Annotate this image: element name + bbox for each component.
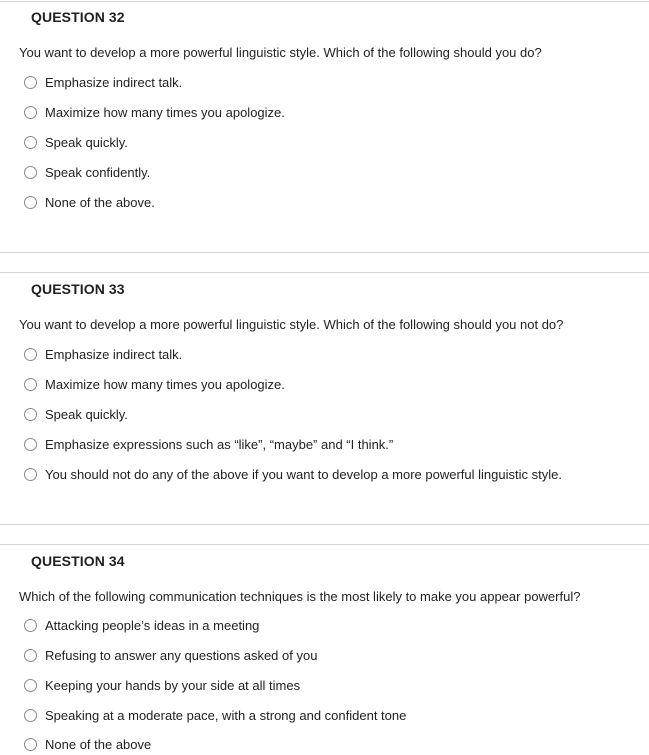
q32-option-5[interactable] <box>24 193 155 211</box>
radio-button[interactable] <box>24 438 37 451</box>
question-34-title: QUESTION 34 <box>31 553 125 569</box>
radio-button[interactable] <box>24 378 37 391</box>
option-label: None of the above <box>45 736 152 752</box>
radio-button[interactable] <box>24 166 37 179</box>
q33-option-3[interactable] <box>24 405 128 423</box>
q34-option-5[interactable] <box>24 735 151 753</box>
q34-option-3[interactable] <box>24 676 300 694</box>
option-label: Emphasize expressions such as “like”, “maybe” and “I think.” <box>45 436 394 452</box>
radio-button[interactable] <box>24 738 37 751</box>
divider <box>0 524 649 525</box>
option-label: Keeping your hands by your side at all times <box>45 677 301 693</box>
radio-button[interactable] <box>24 709 37 722</box>
question-32-title: QUESTION 32 <box>31 9 125 25</box>
radio-button[interactable] <box>24 649 37 662</box>
radio-button[interactable] <box>24 348 37 361</box>
divider <box>0 1 649 2</box>
q33-option-4[interactable] <box>24 435 393 453</box>
question-32-text: You want to develop a more powerful linguistic style. Which of the following should you do? <box>19 45 542 60</box>
q33-option-1[interactable] <box>24 345 182 363</box>
option-label: Speak confidently. <box>45 164 151 180</box>
option-label: You should not do any of the above if you want to develop a more powerful linguistic style. <box>45 466 562 482</box>
q34-option-4[interactable] <box>24 706 406 724</box>
q32-option-4[interactable] <box>24 163 150 181</box>
question-34-text: Which of the following communication techniques is the most likely to make you appear powerful? <box>19 589 581 604</box>
q32-option-1[interactable] <box>24 73 182 91</box>
radio-button[interactable] <box>24 408 37 421</box>
option-label: Refusing to answer any questions asked of you <box>45 647 318 663</box>
q34-option-2[interactable] <box>24 646 317 664</box>
divider <box>0 252 649 253</box>
option-label: Speak quickly. <box>45 406 128 422</box>
radio-button[interactable] <box>24 196 37 209</box>
option-label: None of the above. <box>45 194 155 210</box>
radio-button[interactable] <box>24 136 37 149</box>
option-label: Attacking people’s ideas in a meeting <box>45 617 260 633</box>
q32-option-2[interactable] <box>24 103 285 121</box>
question-33-text: You want to develop a more powerful linguistic style. Which of the following should you not do? <box>19 317 564 332</box>
radio-button[interactable] <box>24 106 37 119</box>
option-label: Emphasize indirect talk. <box>45 74 183 90</box>
radio-button[interactable] <box>24 468 37 481</box>
q32-option-3[interactable] <box>24 133 128 151</box>
radio-button[interactable] <box>24 76 37 89</box>
q33-option-2[interactable] <box>24 375 285 393</box>
radio-button[interactable] <box>24 619 37 632</box>
q33-option-5[interactable] <box>24 465 562 483</box>
question-33-title: QUESTION 33 <box>31 281 125 297</box>
q34-option-1[interactable] <box>24 616 259 634</box>
option-label: Emphasize indirect talk. <box>45 346 183 362</box>
option-label: Maximize how many times you apologize. <box>45 104 285 120</box>
radio-button[interactable] <box>24 679 37 692</box>
option-label: Speaking at a moderate pace, with a strong and confident tone <box>45 707 407 723</box>
divider <box>0 544 649 545</box>
option-label: Maximize how many times you apologize. <box>45 376 285 392</box>
option-label: Speak quickly. <box>45 134 128 150</box>
divider <box>0 272 649 273</box>
